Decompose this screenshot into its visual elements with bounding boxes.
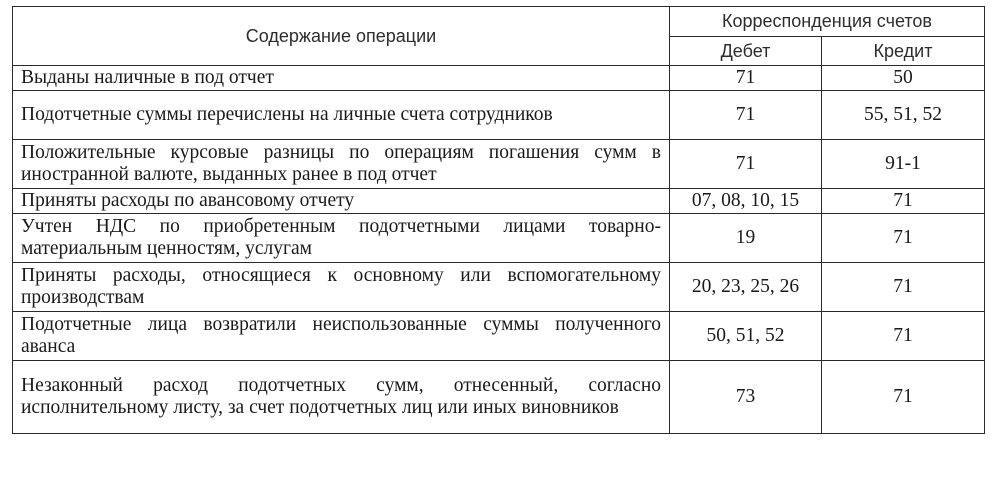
credit-cell: 71 (822, 361, 985, 434)
operation-cell: Незаконный расход подотчетных сумм, отнесенный, согласно исполнительному листу, за счет подотчетных лиц или иных виновников (13, 361, 670, 434)
credit-cell: 71 (822, 263, 985, 312)
debit-column-header: Дебет (670, 36, 822, 66)
debit-cell: 07, 08, 10, 15 (670, 189, 822, 214)
table-row (13, 66, 985, 91)
operation-cell: Выданы наличные в под отчет (13, 66, 670, 91)
accounts-correspondence-table (12, 6, 985, 434)
table-row (13, 312, 985, 361)
table-row (13, 91, 985, 140)
operation-cell: Учтен НДС по приобретенным подотчетными лицами товарно-материальным ценностям, услугам (13, 214, 670, 263)
credit-cell: 91-1 (822, 140, 985, 189)
debit-cell: 50, 51, 52 (670, 312, 822, 361)
operation-cell: Приняты расходы, относящиеся к основному или вспомогательному производствам (13, 263, 670, 312)
operation-column-header: Содержание операции (13, 7, 670, 66)
operation-cell: Приняты расходы по авансовому отчету (13, 189, 670, 214)
debit-cell: 71 (670, 66, 822, 91)
debit-cell: 73 (670, 361, 822, 434)
credit-cell: 71 (822, 312, 985, 361)
table-row (13, 140, 985, 189)
debit-cell: 20, 23, 25, 26 (670, 263, 822, 312)
table-row (13, 361, 985, 434)
operation-cell: Подотчетные суммы перечислены на личные счета сотрудников (13, 91, 670, 140)
credit-cell: 71 (822, 214, 985, 263)
debit-cell: 71 (670, 91, 822, 140)
credit-cell: 50 (822, 66, 985, 91)
operation-cell: Подотчетные лица возвратили неиспользованные суммы полученного аванса (13, 312, 670, 361)
operation-cell: Положительные курсовые разницы по операциям погашения сумм в иностранной валюте, выданных ранее в под отчет (13, 140, 670, 189)
credit-column-header: Кредит (822, 36, 985, 66)
table-row (13, 263, 985, 312)
table-row (13, 214, 985, 263)
table-row (13, 189, 985, 214)
credit-cell: 71 (822, 189, 985, 214)
credit-cell: 55, 51, 52 (822, 91, 985, 140)
debit-cell: 19 (670, 214, 822, 263)
debit-cell: 71 (670, 140, 822, 189)
correspondence-column-header: Корреспонденция счетов (670, 7, 985, 37)
